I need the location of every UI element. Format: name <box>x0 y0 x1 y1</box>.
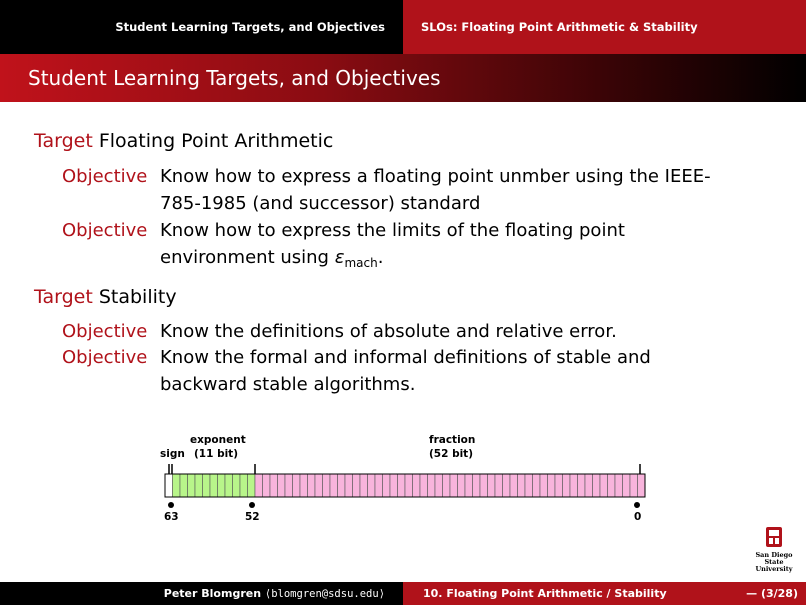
fraction-bit-cell <box>510 474 518 497</box>
fraction-bit-cell <box>608 474 616 497</box>
objective-item <box>62 318 720 345</box>
fraction-bit-cell <box>555 474 563 497</box>
sdsu-logo-mark-icon <box>765 526 783 548</box>
fraction-bit-cell <box>405 474 413 497</box>
bit-index-63: 63 <box>164 511 179 523</box>
exponent-bit-cell <box>203 474 211 497</box>
fraction-bit-cell <box>338 474 346 497</box>
bit-field-svg <box>150 428 660 528</box>
bit-marker-0 <box>634 502 640 508</box>
fraction-bit-cell <box>488 474 496 497</box>
objective-label: Objective <box>62 220 148 241</box>
footer-email: ⟨blomgren@sdsu.edu⟩ <box>264 587 385 600</box>
nav-subsection-current[interactable] <box>403 0 806 54</box>
fraction-bit-cell <box>375 474 383 497</box>
exponent-bit-cell <box>248 474 256 497</box>
fraction-bit-cell <box>398 474 406 497</box>
fraction-bit-cell <box>323 474 331 497</box>
objective-label: Objective <box>62 321 148 342</box>
fraction-bit-cell <box>450 474 458 497</box>
objective-label: Objective <box>62 166 148 187</box>
sign-label: sign <box>160 448 185 460</box>
footer-author-block <box>0 582 403 605</box>
fraction-bit-cell <box>585 474 593 497</box>
footer-section-block <box>403 582 806 605</box>
fraction-bit-cell <box>278 474 286 497</box>
bit-cells <box>165 474 645 497</box>
slide-title: Student Learning Targets, and Objectives <box>28 66 441 90</box>
bit-index-52: 52 <box>245 511 260 523</box>
fraction-bit-cell <box>390 474 398 497</box>
exponent-bit-cell <box>188 474 196 497</box>
fraction-bit-cell <box>360 474 368 497</box>
fraction-bit-cell <box>615 474 623 497</box>
target-heading <box>34 286 177 308</box>
objective-text: Know how to express the limits of the floating point environment using $\varepsilon_{mach}$. <box>160 220 625 270</box>
fraction-bit-cell <box>578 474 586 497</box>
fraction-bit-cell <box>443 474 451 497</box>
exponent-bit-cell <box>180 474 188 497</box>
fraction-bit-cell <box>300 474 308 497</box>
header-nav <box>0 0 806 54</box>
fraction-bit-cell <box>630 474 638 497</box>
logo-line1: San Diego State <box>755 551 793 566</box>
sdsu-logo <box>746 526 802 573</box>
target-heading <box>34 130 333 152</box>
fraction-bit-cell <box>600 474 608 497</box>
fraction-bit-cell <box>518 474 526 497</box>
fraction-bit-cell <box>548 474 556 497</box>
nav-section-slos[interactable] <box>0 0 403 54</box>
fraction-bit-cell <box>420 474 428 497</box>
exponent-label: exponent <box>190 434 246 446</box>
fraction-bit-cell <box>435 474 443 497</box>
objective-item <box>62 217 720 277</box>
fraction-bit-cell <box>330 474 338 497</box>
objective-item <box>62 163 720 217</box>
fraction-label: fraction <box>429 434 476 446</box>
fraction-bit-cell <box>270 474 278 497</box>
objective-text: Know how to express a floating point unmber using the IEEE-785-1985 (and successor) standard <box>160 166 711 214</box>
sign-bit-cell <box>165 474 173 497</box>
footer-section: 10. Floating Point Arithmetic / Stability <box>423 587 667 600</box>
footer-page-number: — (3/28) <box>746 587 798 600</box>
fraction-bits-label: (52 bit) <box>429 448 473 460</box>
nav-section-label: Student Learning Targets, and Objectives <box>115 20 385 34</box>
bit-marker-63 <box>168 502 174 508</box>
fraction-bit-cell <box>525 474 533 497</box>
exponent-bit-cell <box>240 474 248 497</box>
bit-index-0: 0 <box>634 511 642 523</box>
fraction-bit-cell <box>293 474 301 497</box>
exponent-bit-cell <box>173 474 181 497</box>
exponent-bit-cell <box>225 474 233 497</box>
fraction-bit-cell <box>458 474 466 497</box>
objective-item <box>62 344 720 398</box>
ieee-double-diagram <box>150 428 660 528</box>
footer-bar <box>0 582 806 605</box>
footer-author: Peter Blomgren <box>163 587 262 600</box>
fraction-bit-cell <box>533 474 541 497</box>
fraction-bit-cell <box>263 474 271 497</box>
fraction-bit-cell <box>495 474 503 497</box>
fraction-bit-cell <box>383 474 391 497</box>
fraction-bit-cell <box>428 474 436 497</box>
fraction-bit-cell <box>315 474 323 497</box>
fraction-bit-cell <box>285 474 293 497</box>
exponent-bits-label: (11 bit) <box>194 448 238 460</box>
fraction-bit-cell <box>368 474 376 497</box>
fraction-bit-cell <box>638 474 646 497</box>
fraction-bit-cell <box>540 474 548 497</box>
bit-marker-52 <box>249 502 255 508</box>
fraction-bit-cell <box>345 474 353 497</box>
fraction-bit-cell <box>465 474 473 497</box>
fraction-bit-cell <box>473 474 481 497</box>
logo-line2: University <box>755 565 793 573</box>
target-title: Floating Point Arithmetic <box>98 130 334 152</box>
fraction-bit-cell <box>255 474 263 497</box>
fraction-bit-cell <box>308 474 316 497</box>
nav-subsection-label: SLOs: Floating Point Arithmetic & Stability <box>421 20 698 34</box>
exponent-bit-cell <box>210 474 218 497</box>
objective-text: Know the definitions of absolute and relative error. <box>160 321 617 342</box>
fraction-bit-cell <box>563 474 571 497</box>
target-title: Stability <box>98 286 177 308</box>
epsilon-symbol: ε <box>334 247 345 268</box>
fraction-bit-cell <box>480 474 488 497</box>
exponent-bit-cell <box>218 474 226 497</box>
exponent-bit-cell <box>233 474 241 497</box>
objective-text: Know the formal and informal definitions of stable and backward stable algorithms. <box>160 347 651 395</box>
fraction-bit-cell <box>353 474 361 497</box>
exponent-bit-cell <box>195 474 203 497</box>
slide-title-bar <box>0 54 806 102</box>
fraction-bit-cell <box>503 474 511 497</box>
fraction-bit-cell <box>570 474 578 497</box>
fraction-bit-cell <box>623 474 631 497</box>
objective-label: Objective <box>62 347 148 368</box>
fraction-bit-cell <box>593 474 601 497</box>
fraction-bit-cell <box>413 474 421 497</box>
target-label: Target <box>34 286 93 308</box>
target-label: Target <box>34 130 93 152</box>
epsilon-subscript: mach <box>344 256 378 270</box>
